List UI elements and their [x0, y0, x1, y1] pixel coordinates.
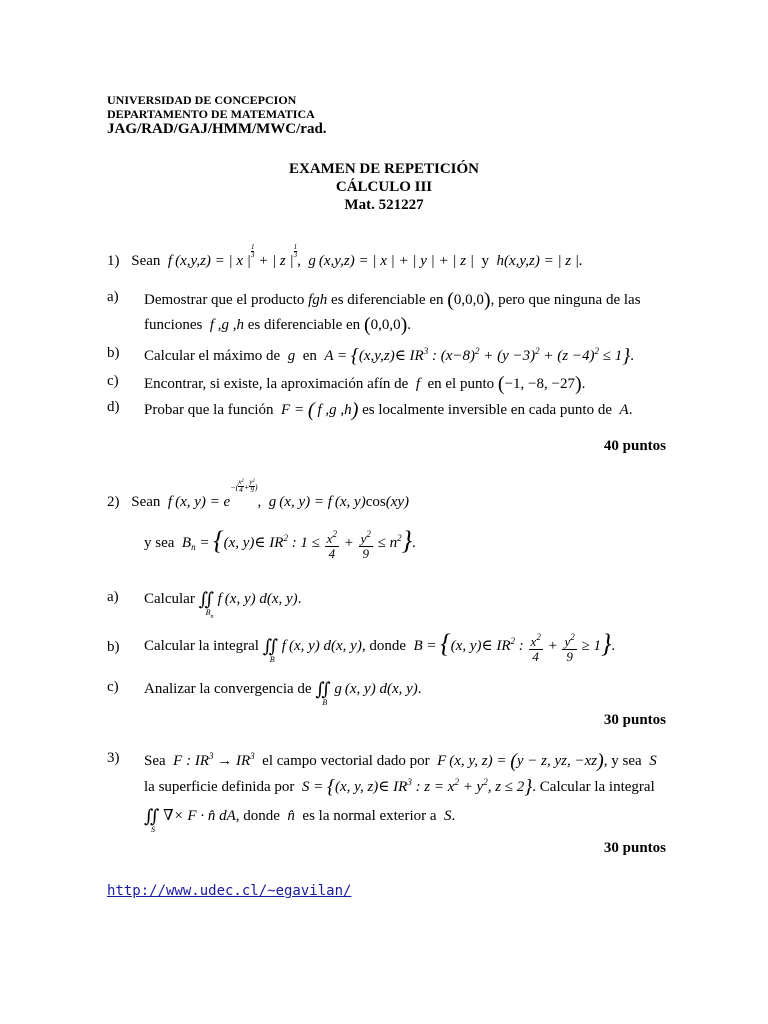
university-name: UNIVERSIDAD DE CONCEPCION	[107, 93, 297, 107]
department-name: DEPARTAMENTO DE MATEMATICA	[107, 107, 315, 121]
problem-3-line2: la superficie definida por S = {(x, y, z)∈ $IR^3$ : $z = x^2 + y^2$, z ≤ 2}. Calcular la integral	[144, 776, 655, 798]
course-title: CÁLCULO III	[335, 179, 433, 195]
problem-2-number: 2)	[107, 494, 120, 510]
problem-1a-line1: Demostrar que el producto fgh es diferenciable en (0,0,0), pero que ninguna de las	[144, 289, 641, 311]
problem-2b-text: Calcular la integral ∬ B f (x, y) d(x, y), donde B = {(x, y)∈ $IR^2$ : $\frac{x^2}{4}$ + $\frac{y^2}{9}$ ≥ 1}.	[144, 629, 616, 665]
problem-1b-label: b)	[107, 345, 120, 361]
problem-1-statement	[107, 244, 583, 270]
problem-2c-label: c)	[107, 679, 119, 695]
problem-2-points: 30 puntos	[603, 712, 666, 728]
problem-1d-text: Probar que la función F = ( f ,g ,h) es localmente inversible en cada punto de A.	[144, 399, 633, 421]
problem-3-number: 3)	[107, 750, 120, 766]
problem-2a-text: Calcular ∬ $B_n$ f (x, y) d(x, y).	[144, 589, 302, 620]
problem-3-line3: ∬ S ∇× F · n̂ dA, donde n̂ es la normal exterior a S.	[144, 806, 456, 835]
problem-3-points: 30 puntos	[603, 840, 666, 856]
problem-1b-text: Calcular el máximo de g en A = {(x,y,z)∈ $IR^3$ : $(x-8)^2 + (y -3)^2 + (z -4)^2 \le 1$}.	[144, 345, 634, 367]
problem-1d-label: d)	[107, 399, 120, 415]
problem-1c-label: c)	[107, 373, 119, 389]
author-initials: JAG/RAD/GAJ/HMM/MWC/rad.	[107, 121, 327, 137]
course-code: Mat. 521227	[344, 197, 424, 213]
problem-2a-label: a)	[107, 589, 119, 605]
problem-1c-text: Encontrar, si existe, la aproximación afín de f en el punto (−1, −8, −27).	[144, 373, 586, 395]
problem-2c-text: Analizar la convergencia de ∬ B g (x, y) d(x, y).	[144, 679, 422, 707]
exam-title: EXAMEN DE REPETICIÓN	[288, 161, 480, 177]
homepage-link[interactable]: http://www.udec.cl/~egavilan/	[107, 883, 352, 899]
problem-1-intro: Sean	[131, 253, 161, 269]
problem-2-intro: Sean	[131, 494, 161, 510]
problem-3-line1: Sea F : $IR^3 \to IR^3$ el campo vectorial dado por F (x, y, z) = (y − z, yz, −xz), y sea S	[144, 750, 657, 772]
problem-1a-line2: funciones f ,g ,h es diferenciable en (0,0,0).	[144, 314, 412, 336]
problem-2-statement: 2) Sean f (x, $y) = e^{-( \frac{x^2}{4} + \frac{y^2}{9} )}$, g (x, y) = f (x, y)cos(xy)	[107, 478, 410, 510]
problem-1a-label: a)	[107, 289, 119, 305]
f-definition: f (x,y,z) = | x | $\frac{1}{3}$ + | z | $\frac{1}{3}$ , g (x,y,z) = | x | + | y | + | z | y h(x,y,z) = | z |.	[164, 243, 583, 269]
problem-1-points: 40 puntos	[603, 438, 666, 454]
problem-1-number: 1)	[107, 253, 120, 269]
problem-2-domain: y sea $B_n = \{(x$, y)∈ $IR^2$ : 1 ≤ $\frac{x^2}{4}$ + $\frac{y^2}{9}$ ≤ $n^2$}.	[144, 526, 416, 561]
problem-2b-label: b)	[107, 639, 120, 655]
